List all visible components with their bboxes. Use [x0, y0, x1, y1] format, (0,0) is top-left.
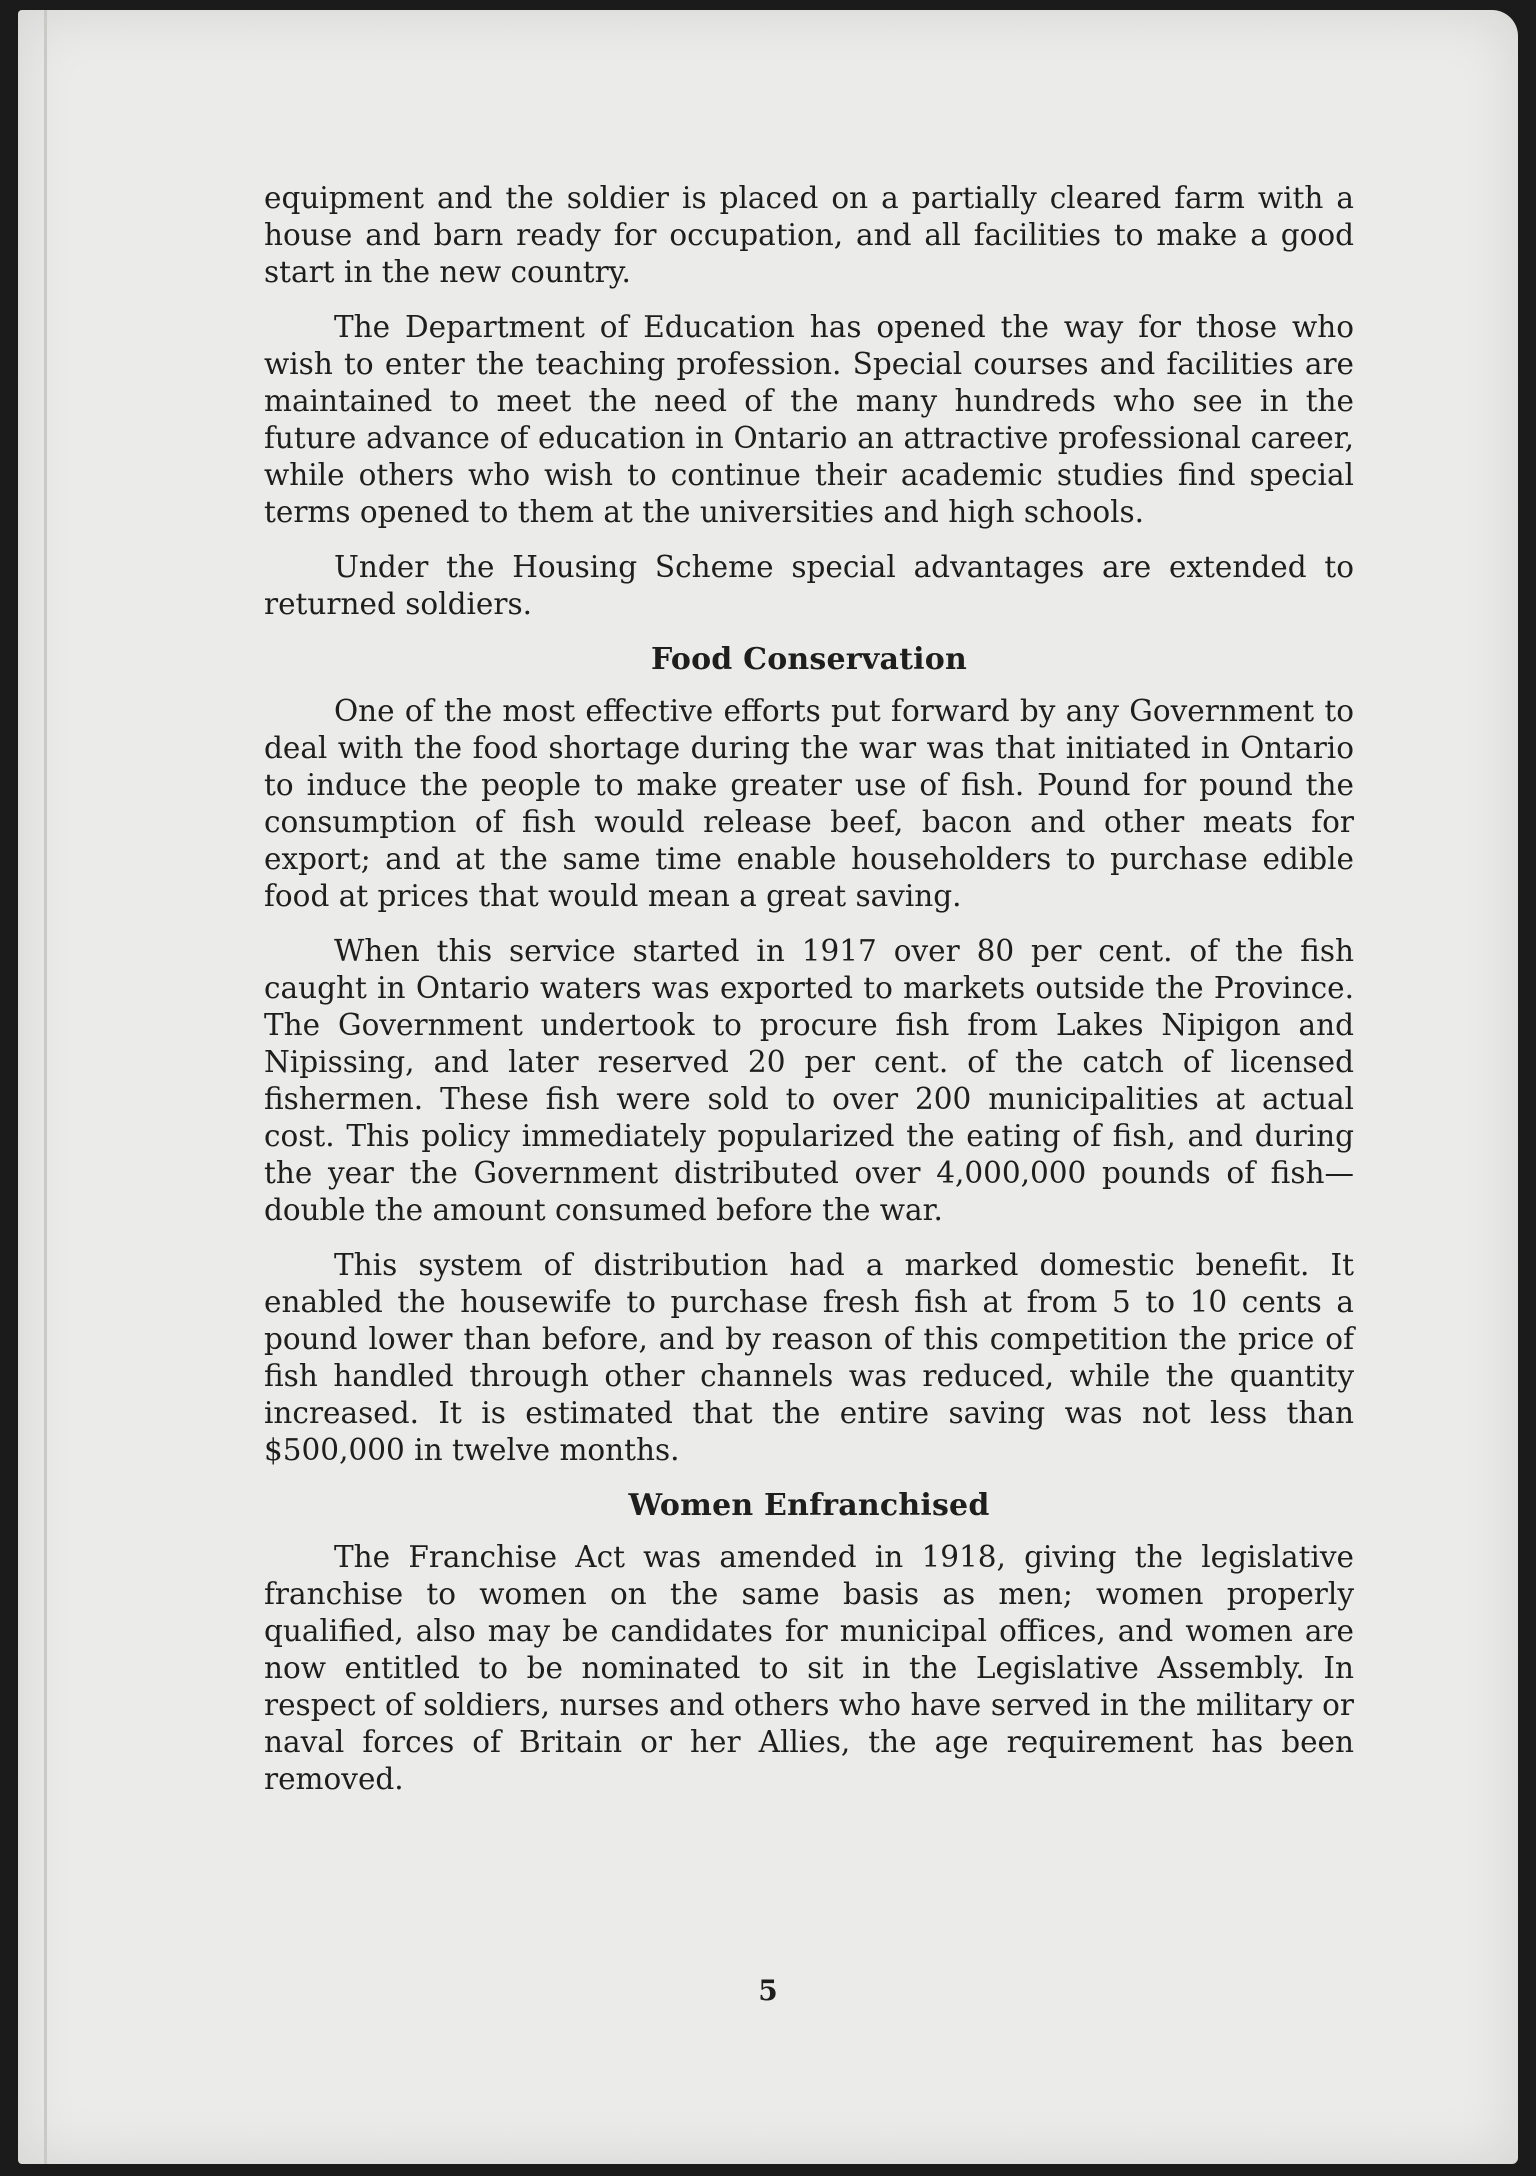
- heading-women-enfranchised: Women Enfranchised: [628, 1488, 990, 1523]
- page-body: [264, 180, 1354, 1816]
- paragraph-food-service: When this service started in 1917 over 80 per cent. of the fish caught in Ontario waters was exported to markets outside the Province. The Government undertook to procure fish from Lakes Nipigon and Nipissing, and later reserved 20 per cent. of the catch of licensed fishermen. These fish were sold to over 200 municipalities at actual cost. This policy immediately popularized the eating of fish, and during the year the Government distributed over 4,000,000 pounds of fish—double the amount consumed before the war.: [264, 934, 1354, 1227]
- paragraph-franchise-act: The Franchise Act was amended in 1918, giving the legislative franchise to women on the same basis as men; women properly qualified, also may be candidates for municipal offices, and women are now entitled to be nominated to sit in the Legislative Assembly. In respect of soldiers, nurses and others who have served in the military or naval forces of Britain or her Allies, the age requirement has been removed.: [264, 1540, 1354, 1796]
- paragraph-housing: Under the Housing Scheme special advantages are extended to returned soldiers.: [264, 550, 1354, 621]
- paragraph-education: The Department of Education has opened the way for those who wish to enter the teaching profession. Special courses and facilities are maintained to meet the need of the many hundreds who see in the future advance of education in Ontario an attractive professional career, while others who wish to continue their academic studies find special terms opened to them at the universities and high schools.: [264, 310, 1354, 529]
- paragraph-food-benefit: This system of distribution had a marked domestic benefit. It enabled the housewife to purchase fresh fish at from 5 to 10 cents a pound lower than before, and by reason of this competition the price of fish handled through other channels was reduced, while the quantity increased. It is estimated that the entire saving was not less than $500,000 in twelve months.: [264, 1248, 1354, 1467]
- document-page: [18, 10, 1518, 2164]
- page-fold-edge: [44, 10, 47, 2164]
- paragraph-food-intro: One of the most effective efforts put forward by any Government to deal with the food shortage during the war was that initiated in Ontario to induce the people to make greater use of fish. Pound for pound the consumption of fish would release beef, bacon and other meats for export; and at the same time enable householders to purchase edible food at prices that would mean a great saving.: [264, 694, 1354, 913]
- paragraph-continued: equipment and the soldier is placed on a partially cleared farm with a house and barn ready for occupation, and all facilities to make a good start in the new country.: [264, 181, 1354, 289]
- page-number: 5: [758, 1974, 778, 2007]
- heading-food-conservation: Food Conservation: [651, 642, 967, 677]
